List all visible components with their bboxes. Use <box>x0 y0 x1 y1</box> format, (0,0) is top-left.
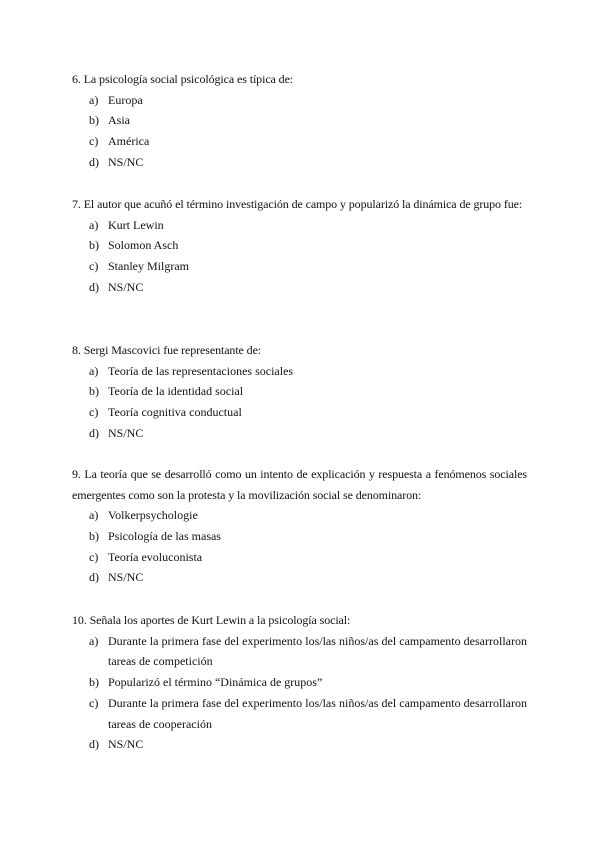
option-letter: c) <box>89 549 99 564</box>
option-text: Stanley Milgram <box>108 259 189 274</box>
option-letter: d) <box>89 279 99 294</box>
option-a <box>72 505 527 526</box>
option-b <box>72 110 527 131</box>
option-c <box>72 693 527 735</box>
option-d <box>72 567 527 588</box>
option-text: Kurt Lewin <box>108 217 164 232</box>
question-text: 6. La psicología social psicológica es típica de: <box>72 72 294 86</box>
question-10 <box>72 610 527 755</box>
question-text: 7. El autor que acuñó el término investigación de campo y popularizó la dinámica de grupo fue: <box>72 197 523 211</box>
option-letter: c) <box>89 134 99 149</box>
options-list <box>72 90 527 173</box>
option-text: América <box>108 134 150 149</box>
option-letter: a) <box>89 633 99 648</box>
option-text: NS/NC <box>108 570 144 585</box>
option-text: Popularizó el término “Dinámica de grupos” <box>108 675 323 690</box>
option-letter: d) <box>89 154 99 169</box>
question-text: 10. Señala los aportes de Kurt Lewin a la psicología social: <box>72 613 351 627</box>
option-letter: a) <box>89 508 99 522</box>
option-letter: b) <box>89 113 99 128</box>
option-text: NS/NC <box>108 425 144 440</box>
option-c <box>72 256 527 277</box>
option-d <box>72 423 527 444</box>
option-letter: b) <box>89 238 99 253</box>
options-list <box>72 361 527 444</box>
option-d <box>72 152 527 173</box>
option-text: Solomon Asch <box>108 238 179 253</box>
option-b <box>72 235 527 256</box>
option-text: Teoría cognitiva conductual <box>108 405 242 420</box>
option-letter: d) <box>89 425 99 440</box>
option-letter: c) <box>89 259 99 274</box>
options-list <box>72 505 527 588</box>
question-9 <box>72 464 527 588</box>
option-text: Durante la primera fase del experimento los/las niños/as del campamento desarrollaron tareas de competición <box>108 633 527 669</box>
option-text: Europa <box>108 92 143 107</box>
option-letter: b) <box>89 528 99 543</box>
option-text: Psicología de las masas <box>108 528 221 543</box>
option-b <box>72 381 527 402</box>
option-letter: b) <box>89 384 99 399</box>
option-letter: a) <box>89 217 99 232</box>
option-letter: c) <box>89 695 99 710</box>
option-a <box>72 215 527 236</box>
question-8 <box>72 340 527 444</box>
question-6 <box>72 69 527 173</box>
option-text: Teoría de las representaciones sociales <box>108 363 294 378</box>
option-text: Volkerpsychologie <box>108 508 198 522</box>
option-letter: c) <box>89 405 99 420</box>
option-d <box>72 277 527 298</box>
option-c <box>72 402 527 423</box>
option-text: Teoría de la identidad social <box>108 384 244 399</box>
option-letter: d) <box>89 570 99 585</box>
option-b <box>72 526 527 547</box>
option-text: Durante la primera fase del experimento los/las niños/as del campamento desarrollaron tareas de cooperación <box>108 695 527 731</box>
option-letter: b) <box>89 675 99 690</box>
option-d <box>72 734 527 755</box>
option-c <box>72 131 527 152</box>
option-a <box>72 631 527 673</box>
option-letter: d) <box>89 737 99 752</box>
options-list <box>72 631 527 756</box>
option-a <box>72 361 527 382</box>
question-text: 8. Sergi Mascovici fue representante de: <box>72 343 262 357</box>
option-text: Teoría evoluconista <box>108 549 203 564</box>
option-b <box>72 672 527 693</box>
question-7 <box>72 194 527 298</box>
option-text: NS/NC <box>108 737 144 752</box>
option-text: NS/NC <box>108 154 144 169</box>
question-text: 9. La teoría que se desarrolló como un intento de explicación y respuesta a fenómenos sociales emergentes como son la protesta y la movilización social se denominaron: <box>72 467 527 502</box>
option-a <box>72 90 527 111</box>
option-letter: a) <box>89 363 99 378</box>
option-text: Asia <box>108 113 130 128</box>
options-list <box>72 215 527 298</box>
option-c <box>72 547 527 568</box>
option-letter: a) <box>89 92 99 107</box>
option-text: NS/NC <box>108 279 144 294</box>
